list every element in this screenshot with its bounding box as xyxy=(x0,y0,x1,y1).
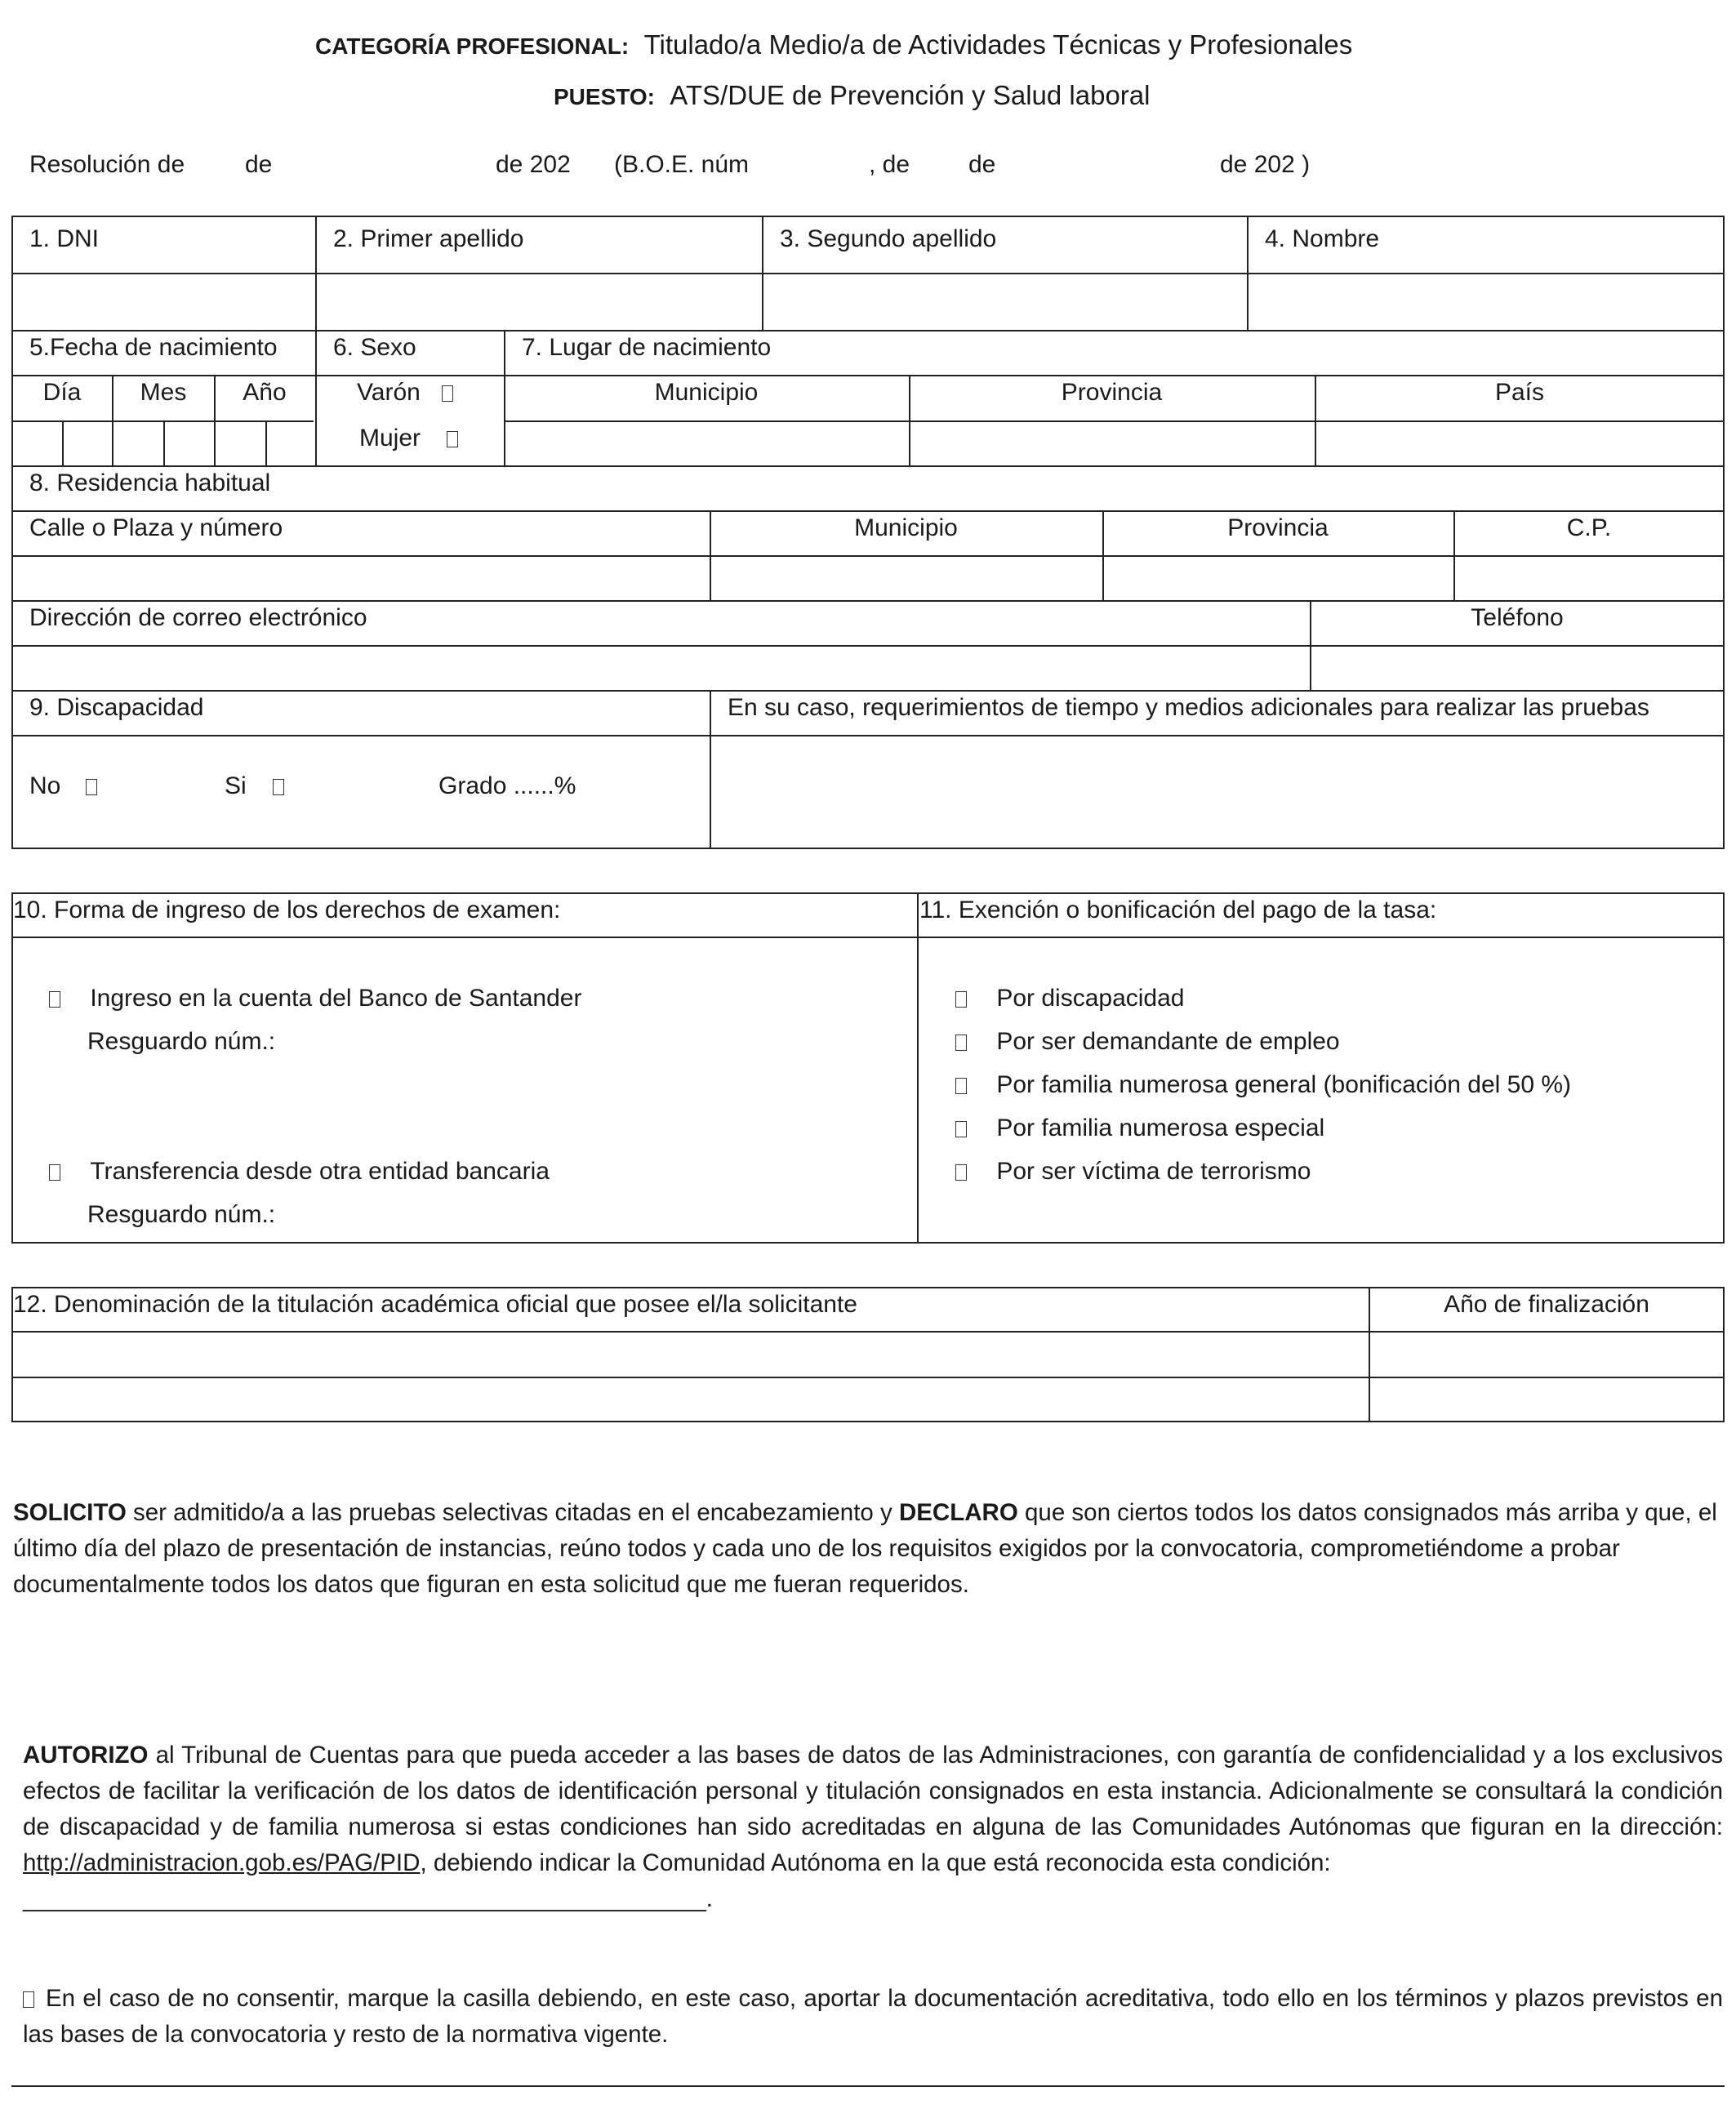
telefono-label: Teléfono xyxy=(1471,604,1564,631)
disc-si-checkbox[interactable] xyxy=(273,779,284,795)
exencion-discapacidad-option[interactable] xyxy=(955,986,1185,1011)
requerimientos-label: En su caso, requerimientos de tiempo y medios adicionales para realizar las pruebas xyxy=(728,694,1649,721)
calle-label: Calle o Plaza y número xyxy=(29,514,283,541)
residencia-title: 8. Residencia habitual xyxy=(29,469,271,496)
exencion-fam-especial-option[interactable] xyxy=(955,1116,1324,1141)
requerimientos-field[interactable] xyxy=(711,736,1723,848)
mes-field-1[interactable] xyxy=(114,422,162,464)
resolucion-p7: de 202 ) xyxy=(1220,151,1311,178)
puesto-label: PUESTO: xyxy=(554,84,655,109)
mes-field-2[interactable] xyxy=(165,422,212,464)
ano-finalizacion-field-2[interactable] xyxy=(1370,1378,1723,1421)
ano-field-1[interactable] xyxy=(216,422,265,464)
discapacidad-title: 9. Discapacidad xyxy=(29,694,204,721)
lugar-pais-field[interactable] xyxy=(1316,422,1723,464)
exencion-fam-general-option[interactable] xyxy=(955,1073,1571,1097)
ingreso-santander-label: Ingreso en la cuenta del Banco de Santander xyxy=(90,985,582,1012)
segundo-apellido-label: 3. Segundo apellido xyxy=(780,225,997,252)
dni-field[interactable] xyxy=(13,274,314,328)
mes-label: Mes xyxy=(140,379,187,406)
ano-finalizacion-label: Año de finalización xyxy=(1444,1291,1649,1318)
disc-si-label: Si xyxy=(225,772,247,799)
consent-paragraph xyxy=(23,1981,1723,2053)
declaro-bold: DECLARO xyxy=(898,1499,1018,1526)
email-field[interactable] xyxy=(13,647,1308,688)
forma-ingreso-title: 10. Forma de ingreso de los derechos de examen: xyxy=(13,897,561,923)
exencion-demandante-checkbox[interactable] xyxy=(955,1035,967,1051)
exencion-fam-especial-label: Por familia numerosa especial xyxy=(996,1115,1325,1141)
resolucion-p3: de 202 xyxy=(496,151,571,178)
no-consent-checkbox[interactable] xyxy=(23,1991,34,2008)
category-value: Titulado/a Medio/a de Actividades Técnicas y Profesionales xyxy=(643,29,1353,60)
cp-field[interactable] xyxy=(1455,557,1723,598)
autorizo-text-2: , debiendo indicar la Comunidad Autónoma en la que está reconocida esta condición: xyxy=(420,1849,1331,1876)
segundo-apellido-field[interactable] xyxy=(763,274,1245,328)
varon-checkbox[interactable] xyxy=(442,385,453,402)
ingreso-santander-option[interactable] xyxy=(49,986,581,1011)
disc-si-option[interactable] xyxy=(225,774,284,799)
titulacion-field-2[interactable] xyxy=(13,1378,1367,1421)
transferencia-option[interactable] xyxy=(49,1159,550,1184)
disc-no-label: No xyxy=(29,772,61,799)
res-municipio-label: Municipio xyxy=(854,514,958,541)
resolucion-p5: , de xyxy=(869,151,910,178)
dni-label: 1. DNI xyxy=(29,225,100,252)
email-label: Dirección de correo electrónico xyxy=(29,604,367,631)
category-label: CATEGORÍA PROFESIONAL: xyxy=(315,33,630,59)
varon-label: Varón xyxy=(357,379,421,406)
calle-field[interactable] xyxy=(13,557,708,598)
mujer-label: Mujer xyxy=(359,425,421,452)
exencion-fam-general-label: Por familia numerosa general (bonificación del 50 %) xyxy=(996,1071,1572,1098)
disc-no-option[interactable] xyxy=(29,774,97,799)
lugar-municipio-field[interactable] xyxy=(505,422,907,464)
header-puesto xyxy=(554,82,1150,109)
ano-label: Año xyxy=(243,379,287,406)
exencion-demandante-option[interactable] xyxy=(955,1030,1340,1054)
solicito-bold: SOLICITO xyxy=(13,1499,127,1526)
header-category xyxy=(315,31,1352,59)
cp-label: C.P. xyxy=(1566,514,1612,541)
titulacion-field-1[interactable] xyxy=(13,1333,1367,1375)
exencion-demandante-label: Por ser demandante de empleo xyxy=(996,1028,1340,1055)
autorizo-bold: AUTORIZO xyxy=(23,1742,149,1769)
lugar-municipio-label: Municipio xyxy=(654,379,759,406)
lugar-nacimiento-label: 7. Lugar de nacimiento xyxy=(522,334,772,361)
ano-finalizacion-field-1[interactable] xyxy=(1370,1333,1723,1375)
primer-apellido-label: 2. Primer apellido xyxy=(333,225,524,252)
transferencia-label: Transferencia desde otra entidad bancaria xyxy=(90,1158,550,1185)
resolucion-p4: (B.O.E. núm xyxy=(614,151,750,178)
solicito-text-1: ser admitido/a a las pruebas selectivas citadas en el encabezamiento y xyxy=(126,1499,899,1526)
consent-text: En el caso de no consentir, marque la casilla debiendo, en este caso, aportar la documentación acreditativa, todo ello en los términos y plazos previstos en las bases de la convocatoria y resto de la normativa vigente. xyxy=(23,1985,1723,2048)
lugar-provincia-field[interactable] xyxy=(910,422,1313,464)
exencion-fam-especial-checkbox[interactable] xyxy=(955,1121,967,1137)
resolucion-p6: de xyxy=(968,151,996,178)
autorizo-text-1: al Tribunal de Cuentas para que pueda acceder a las bases de datos de las Administraciones, con garantía de confidencialidad y a los exclusivos efectos de facilitar la verificación de los datos de identificación personal y titulación consignados en esta instancia. Adicionalmente se consultará la condición de discapacidad y de familia numerosa si estas condiciones han sido acreditadas en alguna de las Comunidades Autónomas que figuran en la dirección: xyxy=(23,1742,1723,1840)
exencion-terrorismo-checkbox[interactable] xyxy=(955,1164,967,1181)
primer-apellido-field[interactable] xyxy=(317,274,760,328)
exencion-fam-general-checkbox[interactable] xyxy=(955,1078,967,1094)
sexo-label: 6. Sexo xyxy=(333,334,416,361)
res-provincia-field[interactable] xyxy=(1104,557,1452,598)
bottom-divider xyxy=(11,2085,1725,2087)
pago-table xyxy=(11,892,1725,1244)
nombre-label: 4. Nombre xyxy=(1265,225,1380,252)
telefono-field[interactable] xyxy=(1311,647,1723,688)
transferencia-checkbox[interactable] xyxy=(49,1164,60,1181)
nombre-field[interactable] xyxy=(1249,274,1723,328)
exencion-discapacidad-checkbox[interactable] xyxy=(955,991,967,1008)
exencion-title: 11. Exención o bonificación del pago de la tasa: xyxy=(919,897,1437,923)
exencion-terrorismo-label: Por ser víctima de terrorismo xyxy=(996,1158,1311,1185)
dia-label: Día xyxy=(42,379,82,406)
pid-link[interactable]: http://administracion.gob.es/PAG/PID xyxy=(23,1849,421,1876)
res-municipio-field[interactable] xyxy=(711,557,1101,598)
resolucion-p1: Resolución de xyxy=(29,151,185,178)
resolucion-p2: de xyxy=(245,151,273,178)
autorizo-paragraph xyxy=(23,1738,1723,1881)
autorizo-line: ___________________________________________________. xyxy=(23,1885,713,1912)
puesto-value: ATS/DUE de Prevención y Salud laboral xyxy=(670,80,1151,110)
res-provincia-label: Provincia xyxy=(1227,514,1329,541)
disc-no-checkbox[interactable] xyxy=(86,779,97,795)
dia-field-1[interactable] xyxy=(13,422,60,464)
exencion-discapacidad-label: Por discapacidad xyxy=(996,985,1185,1012)
resguardo-1-label: Resguardo núm.: xyxy=(87,1028,276,1055)
dia-field-2[interactable] xyxy=(64,422,111,464)
resguardo-2-label: Resguardo núm.: xyxy=(87,1201,276,1228)
varon-option[interactable] xyxy=(357,380,453,405)
ano-field-2[interactable] xyxy=(267,422,314,464)
solicito-text-2: que son ciertos todos los datos consignados más arriba y que, el último día del plazo de presentación de instancias, reúno todos y cada uno de los requisitos exigidos por la convocatoria, comprometiéndome a probar documentalmente todos los datos que figuran en esta solicitud que me fueran requeridos. xyxy=(13,1499,1717,1598)
solicito-paragraph xyxy=(13,1495,1723,1603)
grado-label: Grado ......% xyxy=(438,772,576,799)
fecha-nacimiento-label: 5.Fecha de nacimiento xyxy=(29,334,278,361)
mujer-option[interactable] xyxy=(359,426,458,451)
mujer-checkbox[interactable] xyxy=(447,431,458,447)
lugar-provincia-label: Provincia xyxy=(1061,379,1163,406)
lugar-pais-label: País xyxy=(1494,379,1545,406)
ingreso-santander-checkbox[interactable] xyxy=(49,991,60,1008)
titulacion-title: 12. Denominación de la titulación académica oficial que posee el/la solicitante xyxy=(13,1291,857,1318)
exencion-terrorismo-option[interactable] xyxy=(955,1159,1311,1184)
